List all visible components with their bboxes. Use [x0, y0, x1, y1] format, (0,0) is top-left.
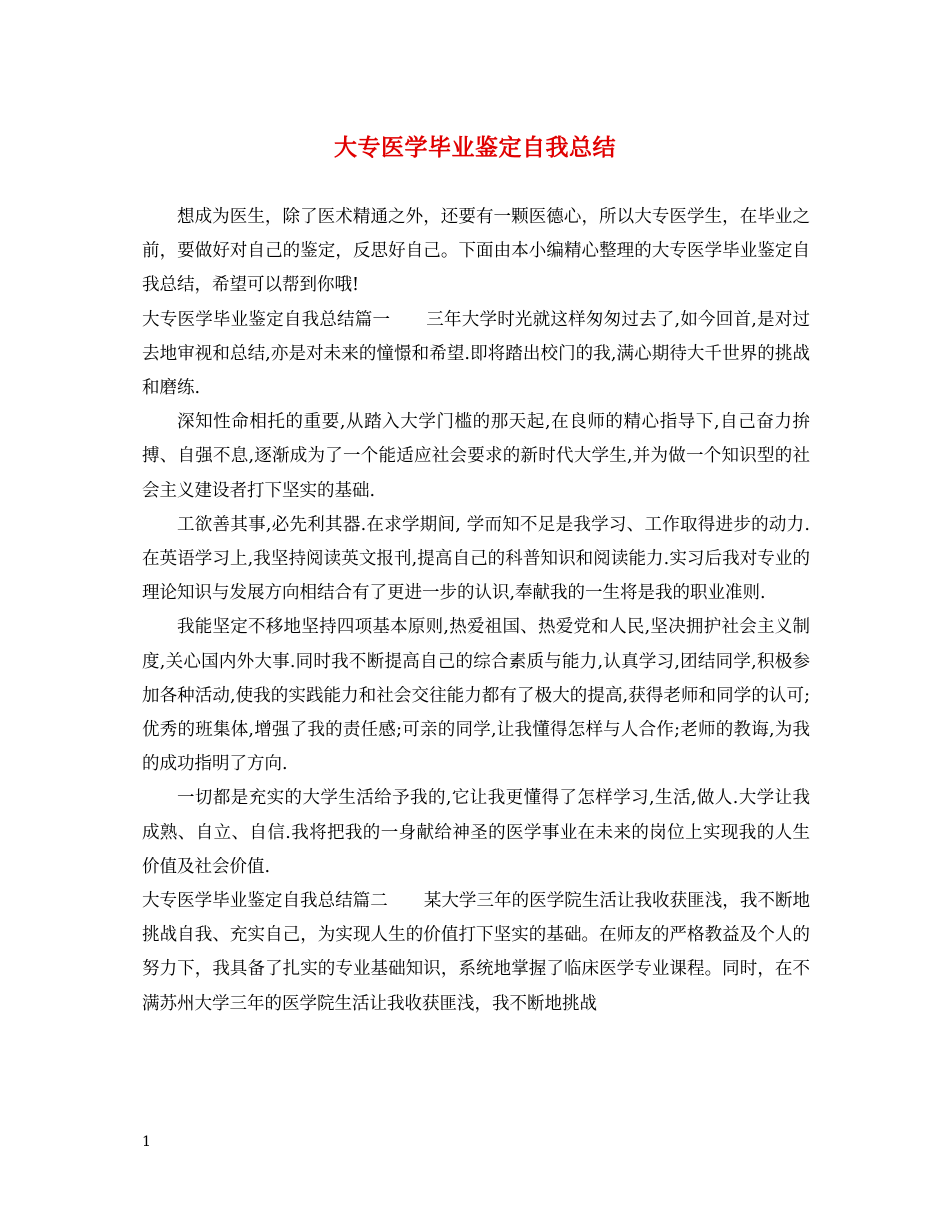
- section1-paragraph: [142, 303, 810, 406]
- intro-paragraph: 想成为医生，除了医术精通之外，还要有一颗医德心，所以大专医学生，在毕业之前，要做好对自己的鉴定，反思好自己。下面由本小编精心整理的大专医学毕业鉴定自我总结，希望可以帮到你哦!: [142, 207, 810, 296]
- section2-paragraph: [142, 884, 810, 1021]
- body-paragraph: 工欲善其事,必先利其器.在求学期间, 学而知不足是我学习、工作取得进步的动力. 在英语学习上,我坚持阅读英文报刊,提高自己的科普知识和阅读能力.实习后我对专业的理论知识与发展方向相结合有了更进一步的认识,奉献我的一生将是我的职业准则.: [142, 514, 810, 604]
- section2-lead: 某大学三年的医学院生活让我收获匪浅，我不断地挑战自我、充实自己，为实现人生的价值打下坚实的基础。在师友的严格教益及个人的努力下，我具备了扎实的专业基础知识，系统地掌握了临床医学专业课程。同时，在不满苏州大学三年的医学院生活让我收获匪浅，我不断地挑战: [142, 891, 811, 1014]
- body-paragraph: 一切都是充实的大学生活给予我的,它让我更懂得了怎样学习,生活,做人.大学让我成熟、自立、自信.我将把我的一身献给神圣的医学事业在未来的岗位上实现我的人生价值及社会价值.: [142, 788, 810, 877]
- body-paragraph: 深知性命相托的重要,从踏入大学门槛的那天起,在良师的精心指导下,自己奋力拚搏、自强不息,逐渐成为了一个能适应社会要求的新时代大学生,并为做一个知识型的社会主义建设者打下坚实的基础.: [142, 412, 810, 501]
- section1-title: 大专医学毕业鉴定自我总结篇一: [142, 309, 391, 330]
- section2-title: 大专医学毕业鉴定自我总结篇二: [142, 891, 388, 912]
- body-paragraph: 我能坚定不移地坚持四项基本原则,热爱祖国、热爱党和人民,坚决拥护社会主义制度,关心国内外大事.同时我不断提高自己的综合素质与能力,认真学习,团结同学,积极参加各种活动,使我的实践能力和社会交往能力都有了极大的提高,获得老师和同学的认可;优秀的班集体,增强了我的责任感;可亲的同学,让我懂得怎样与人合作;老师的教诲,为我的成功指明了方向.: [142, 617, 810, 775]
- page-number: 1: [142, 1134, 151, 1150]
- section1-lead: 三年大学时光就这样匆匆过去了,如今回首,是对过去地审视和总结,亦是对未来的憧憬和希望.即将踏出校门的我,满心期待大千世界的挑战和磨练.: [142, 309, 811, 399]
- document-body: [142, 200, 810, 1021]
- document-title: 大专医学毕业鉴定自我总结: [334, 134, 616, 161]
